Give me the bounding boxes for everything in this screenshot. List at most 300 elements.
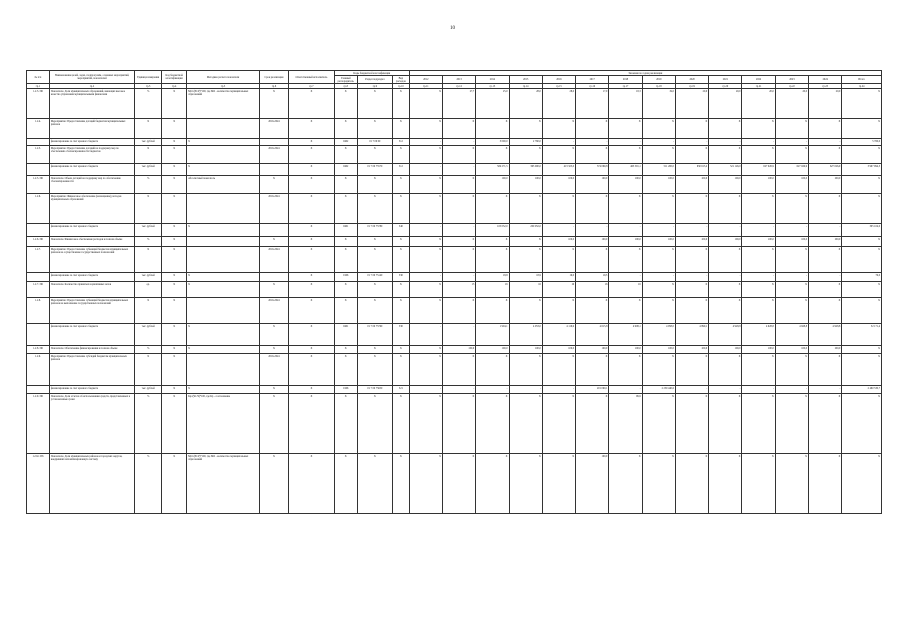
table-cell: Х (576, 247, 609, 273)
index-cell: гр.17 (609, 84, 642, 89)
table-cell: Х (709, 194, 742, 224)
table-cell: Мероприятие: Предоставление субвенций бюджетам муниципальных районов на осуществление государственных полномочий (49, 247, 134, 273)
table-cell: 100,0 (742, 346, 775, 354)
table-cell: 4 053,0 (509, 324, 542, 346)
table-cell: 1.2.3. П6 (27, 89, 50, 119)
budget-table (26, 70, 882, 514)
table-cell: Х (442, 394, 475, 454)
table-cell: - (675, 224, 708, 237)
table-cell: - (642, 224, 675, 237)
table-cell: 100,0 (642, 346, 675, 354)
table-cell: Х (393, 146, 410, 164)
header-year: 2023 (775, 76, 808, 84)
table-cell: тыс. рублей (135, 139, 162, 146)
table-cell: - (675, 139, 708, 146)
table-cell: Х (709, 354, 742, 386)
table-cell: тыс. рублей (135, 273, 162, 282)
table-cell: Х (187, 324, 260, 346)
table-cell: Х (442, 298, 475, 324)
table-cell: Х (289, 282, 335, 298)
table-cell: Х (162, 454, 187, 514)
table-cell: Х (162, 273, 187, 282)
table-cell: Х (259, 324, 288, 346)
table-cell: Мероприятие: Предоставление дотаций бюджетам муниципальных районов (49, 119, 134, 139)
table-cell: 512 (393, 164, 410, 176)
table-cell: - (675, 386, 708, 394)
table-cell: Х (409, 346, 442, 354)
table-cell: - (809, 224, 842, 237)
table-cell: 19,0 (542, 273, 575, 282)
table-cell: 305 104,0 (842, 224, 882, 237)
table-cell: - (409, 224, 442, 237)
page-number: 10 (450, 26, 455, 31)
table-cell: Х (442, 119, 475, 139)
table-row (27, 139, 882, 146)
table-cell: Х (289, 194, 335, 224)
table-cell: Х (742, 194, 775, 224)
table-cell: Х (259, 394, 288, 454)
table-cell: Показатель: Доля отчетов об использовании средств, представленных в установленные сроки (49, 394, 134, 454)
table-cell: Х (334, 146, 357, 164)
table-cell: 2016-2024 (259, 298, 288, 324)
table-cell: Х (162, 324, 187, 346)
table-cell: % (135, 346, 162, 354)
index-cell: гр.9 (357, 84, 392, 89)
table-cell: 76,0 (842, 273, 882, 282)
table-cell: Х (442, 146, 475, 164)
table-cell: Х (393, 237, 410, 247)
table-cell: - (609, 386, 642, 394)
table-cell: Х (393, 298, 410, 324)
table-cell: Х (809, 282, 842, 298)
table-row (27, 324, 882, 346)
table-cell: 2 460 530,7 (842, 386, 882, 394)
table-cell (187, 247, 260, 273)
table-cell: Х (334, 194, 357, 224)
table-cell: Х (409, 146, 442, 164)
table-cell: - (809, 273, 842, 282)
header-term: Срок реализации (259, 71, 288, 84)
table-cell: Х (289, 237, 335, 247)
table-cell: 2 259 440,6 (642, 386, 675, 394)
table-cell: Показатель: Объем дотаций на поддержку мер по обеспечению сбалансированности (49, 176, 134, 194)
table-cell: 100,0 (576, 346, 609, 354)
table-cell: 20,0 (742, 89, 775, 119)
table-cell: Х (642, 282, 675, 298)
table-cell (27, 164, 50, 176)
table-cell: - (409, 164, 442, 176)
table-cell: Х (775, 354, 808, 386)
table-cell: 2016-2024 (259, 354, 288, 386)
table-cell: 16 (476, 282, 509, 298)
table-cell: Х (187, 164, 260, 176)
header-year: 2014 (476, 76, 509, 84)
table-cell (187, 119, 260, 139)
table-cell: 0402 (334, 164, 357, 176)
table-cell: 20,0 (775, 89, 808, 119)
table-cell: 1.2.9. П6 (27, 394, 50, 454)
table-cell: 1.2.8. (27, 298, 50, 324)
table-row (27, 346, 882, 354)
table-cell: 4 928,8 (809, 324, 842, 346)
table-cell: Х (609, 354, 642, 386)
index-cell: гр.21 (742, 84, 775, 89)
index-cell: гр.15 (542, 84, 575, 89)
table-cell: 0402 (334, 139, 357, 146)
table-cell: Х (259, 454, 288, 514)
header-year: 2017 (576, 76, 609, 84)
table-row (27, 119, 882, 139)
index-cell: гр.8 (334, 84, 357, 89)
table-cell: - (609, 273, 642, 282)
table-cell: - (609, 139, 642, 146)
table-cell: 4 928,8 (775, 324, 808, 346)
table-cell: Х (842, 146, 882, 164)
table-cell: 540 (393, 224, 410, 237)
table-cell: Х (135, 194, 162, 224)
table-cell: 374 069,8 (576, 164, 609, 176)
table-row (27, 194, 882, 224)
table-cell: Х (162, 194, 187, 224)
table-cell: Х (393, 194, 410, 224)
table-cell: 2016-2024 (259, 119, 288, 139)
table-cell: Х (259, 346, 288, 354)
table-cell: Абсолютный показатель (187, 176, 260, 194)
table-cell: 2016-2024 (259, 146, 288, 164)
table-cell: Показатель: Финансовое обеспечение расходов в полном объеме (49, 237, 134, 247)
header-year: 2024 (809, 76, 842, 84)
table-cell: Х (542, 247, 575, 273)
table-cell: 100,0 (542, 176, 575, 194)
table-cell: тыс. рублей (135, 164, 162, 176)
table-cell: - (642, 139, 675, 146)
index-cell: гр.7 (289, 84, 335, 89)
table-cell: 512 (393, 139, 410, 146)
table-cell: Х (675, 119, 708, 139)
table-cell: Х (709, 394, 742, 454)
table-cell: 1.2.9.1 П6 (27, 454, 50, 514)
table-cell: Х (609, 298, 642, 324)
table-cell: Х (675, 282, 708, 298)
table-cell: 201 090,1 (576, 386, 609, 394)
table-cell: Х (289, 394, 335, 454)
index-cell: гр.23 (809, 84, 842, 89)
table-cell: Х (409, 298, 442, 324)
table-cell: Х (357, 354, 392, 386)
table-cell: 100,0 (576, 454, 609, 514)
table-cell: Х (709, 247, 742, 273)
table-cell: - (642, 273, 675, 282)
table-cell: Х (393, 119, 410, 139)
table-cell: Х (709, 298, 742, 324)
index-cell: гр.1 (27, 84, 50, 89)
table-cell: - (576, 224, 609, 237)
table-cell: Х (187, 346, 260, 354)
table-cell: Х (809, 247, 842, 273)
table-cell: Х (409, 454, 442, 514)
table-cell: Х (162, 224, 187, 237)
index-cell: гр.19 (675, 84, 708, 89)
table-cell: - (542, 224, 575, 237)
table-cell: 200 052,0 (509, 224, 542, 237)
table-cell: Х (334, 454, 357, 514)
table-cell: - (409, 324, 442, 346)
table-cell: - (809, 139, 842, 146)
table-cell: - (409, 386, 442, 394)
table-cell: Мероприятие: Предоставление дотаций на поддержку мер по обеспечению сбалансированности бюджетов (49, 146, 134, 164)
table-cell: 100,0 (509, 176, 542, 194)
table-cell: 627 026,9 (809, 164, 842, 176)
table-cell: Х (675, 247, 708, 273)
table-cell: - (709, 139, 742, 146)
table-cell (259, 164, 288, 176)
table-cell: Х (357, 346, 392, 354)
table-cell: Х (289, 146, 335, 164)
index-cell: гр.22 (775, 84, 808, 89)
table-cell: 16 (509, 282, 542, 298)
table-row (27, 354, 882, 386)
table-cell: - (775, 273, 808, 282)
header-year: 2012 (409, 76, 442, 84)
table-row (27, 454, 882, 514)
index-cell: гр.14 (509, 84, 542, 89)
table-cell: Х (334, 354, 357, 386)
table-cell: Х (334, 247, 357, 273)
table-row (27, 298, 882, 324)
table-cell: 1.2.5. П6 (27, 176, 50, 194)
table-cell: ед. (135, 282, 162, 298)
table-row (27, 386, 882, 394)
table-cell: 630 613,2 (675, 164, 708, 176)
table-cell: Х (542, 146, 575, 164)
table-cell: Х (357, 454, 392, 514)
table-cell: Х (809, 146, 842, 164)
table-cell: Х (289, 224, 335, 237)
table-cell: Х (476, 298, 509, 324)
table-cell: 100,0 (775, 176, 808, 194)
table-cell: Х (775, 298, 808, 324)
table-cell: Х (162, 386, 187, 394)
table-cell: Х (259, 237, 288, 247)
table-cell (187, 194, 260, 224)
table-cell: Х (609, 247, 642, 273)
table-cell: - (476, 386, 509, 394)
table-cell: Х (334, 282, 357, 298)
table-cell: Х (442, 354, 475, 386)
table-cell: 1.2.9. (27, 354, 50, 386)
table-cell: Х (675, 146, 708, 164)
table-cell: Х (542, 194, 575, 224)
table-row (27, 176, 882, 194)
header-year: 2021 (709, 76, 742, 84)
table-cell: Х (576, 119, 609, 139)
table-cell: 100,0 (642, 237, 675, 247)
table-cell: Х (709, 119, 742, 139)
table-cell: - (409, 273, 442, 282)
table-cell: Х (809, 394, 842, 454)
table-cell: - (742, 224, 775, 237)
table-cell: Х (842, 454, 882, 514)
table-cell (27, 224, 50, 237)
header-budget: Коды бюджетной классификации (334, 71, 409, 76)
table-cell: Х (135, 146, 162, 164)
table-cell: Х (442, 176, 475, 194)
table-cell: Х (642, 119, 675, 139)
table-cell: Х (409, 354, 442, 386)
table-cell: 100,0 (709, 346, 742, 354)
table-cell: Х (509, 394, 542, 454)
table-cell: Х (289, 454, 335, 514)
table-cell: 521 (393, 386, 410, 394)
header-year: 2020 (675, 76, 708, 84)
table-cell: Х (187, 386, 260, 394)
table-cell: Х (476, 247, 509, 273)
table-cell: 100,0 (442, 346, 475, 354)
table-cell: Х (135, 354, 162, 386)
table-cell: 627 026,9 (775, 164, 808, 176)
table-cell: Х (357, 146, 392, 164)
table-cell: Х (409, 89, 442, 119)
table-cell: Х (289, 273, 335, 282)
table-cell: Х (809, 194, 842, 224)
table-cell: Х (509, 119, 542, 139)
table-cell: 100,0 (809, 176, 842, 194)
table-cell: 100,0 (809, 237, 842, 247)
table-cell: 20,0 (809, 89, 842, 119)
table-cell (27, 273, 50, 282)
table-cell: Х (259, 176, 288, 194)
table-cell: 4 928,8 (709, 324, 742, 346)
table-cell: Х (162, 119, 187, 139)
table-cell: Х (542, 454, 575, 514)
index-cell: гр.16 (576, 84, 609, 89)
table-cell: финансирование за счет краевого бюджета (49, 273, 134, 282)
table-cell: 100,0 (609, 346, 642, 354)
table-cell: 100,0 (709, 176, 742, 194)
table-cell: Х (842, 247, 882, 273)
table-cell: Х (509, 237, 542, 247)
table-cell: 100,0 (809, 346, 842, 354)
table-cell: 0401 (334, 224, 357, 237)
table-cell: Х (162, 394, 187, 454)
table-cell: - (442, 324, 475, 346)
table-cell: Х (357, 298, 392, 324)
table-cell: Х (259, 89, 288, 119)
table-cell: % (135, 237, 162, 247)
table-cell: - (809, 386, 842, 394)
table-cell: Х (409, 176, 442, 194)
table-cell: Х (334, 237, 357, 247)
table-cell: Х (675, 298, 708, 324)
table-cell: Х (162, 346, 187, 354)
table-cell: 3 000,0 (476, 139, 509, 146)
table-cell: Х (334, 176, 357, 194)
table-cell (259, 273, 288, 282)
header-values: Значения по годам реализации (409, 71, 881, 76)
table-cell: Показатель: Доля муниципальных образований, имеющих высокое качество управления муниципальными финансами (49, 89, 134, 119)
table-row (27, 247, 882, 273)
table-cell: - (742, 139, 775, 146)
table-cell: 1.2.5. (27, 146, 50, 164)
table-row (27, 282, 882, 298)
table-cell: 100,0 (675, 346, 708, 354)
table-cell: Х (476, 394, 509, 454)
table-cell: Х (742, 394, 775, 454)
table-cell: Х (357, 194, 392, 224)
table-cell: 17,0 (576, 89, 609, 119)
header-year: 2022 (742, 76, 775, 84)
table-cell: Х (842, 194, 882, 224)
table-cell: Х (135, 247, 162, 273)
table-cell: Х (393, 354, 410, 386)
index-cell: гр.20 (709, 84, 742, 89)
table-cell: Х (842, 176, 882, 194)
table-cell: - (775, 139, 808, 146)
table-cell: 627 026,9 (742, 164, 775, 176)
table-cell: Х (357, 89, 392, 119)
table-cell: Х (289, 89, 335, 119)
table-cell: 100,0 (542, 346, 575, 354)
header-method: Методика расчета показателя (187, 71, 260, 84)
table-cell: Х (187, 224, 260, 237)
table-cell: Х (809, 354, 842, 386)
table-cell: Х (409, 394, 442, 454)
header-year: 2015 (509, 76, 542, 84)
table-cell: Х (289, 164, 335, 176)
table-cell: Х (642, 194, 675, 224)
table-cell: Х (162, 237, 187, 247)
table-cell: 100,0 (709, 237, 742, 247)
table-cell: Х (509, 146, 542, 164)
table-cell: Х (642, 354, 675, 386)
table-cell: Х (642, 454, 675, 514)
table-cell: Х (509, 298, 542, 324)
table-cell (187, 237, 260, 247)
table-cell: 0401 (334, 324, 357, 346)
table-cell: Х (742, 354, 775, 386)
table-cell: 1.2.7. П6 (27, 282, 50, 298)
header-year: 2018 (609, 76, 642, 84)
table-row (27, 164, 882, 176)
table-cell: Х (742, 119, 775, 139)
table-cell: Х (259, 282, 288, 298)
table-cell: Х (135, 119, 162, 139)
table-cell: Х (509, 454, 542, 514)
table-cell: - (675, 273, 708, 282)
table-cell: Х (775, 194, 808, 224)
table-cell: Х (289, 119, 335, 139)
table-cell: финансирование за счет краевого бюджета (49, 139, 134, 146)
table-cell: - (775, 386, 808, 394)
table-cell: Х (642, 394, 675, 454)
table-cell: 4 958,0 (642, 324, 675, 346)
table-cell: 530 (393, 324, 410, 346)
table-cell: - (775, 224, 808, 237)
table-cell: Х (609, 146, 642, 164)
table-cell: 100,0 (609, 176, 642, 194)
table-cell: 99,9 (609, 394, 642, 454)
table-cell: 16 (609, 282, 642, 298)
table-cell: 521 126,0 (709, 164, 742, 176)
table-cell: 19,0 (642, 89, 675, 119)
table-cell: - (442, 139, 475, 146)
table-cell (27, 139, 50, 146)
header-year: Итого (842, 76, 882, 84)
table-cell: 530 (393, 273, 410, 282)
table-cell: Х (842, 89, 882, 119)
table-cell: 1.2.8. П6 (27, 346, 50, 354)
table-cell: Х (162, 176, 187, 194)
